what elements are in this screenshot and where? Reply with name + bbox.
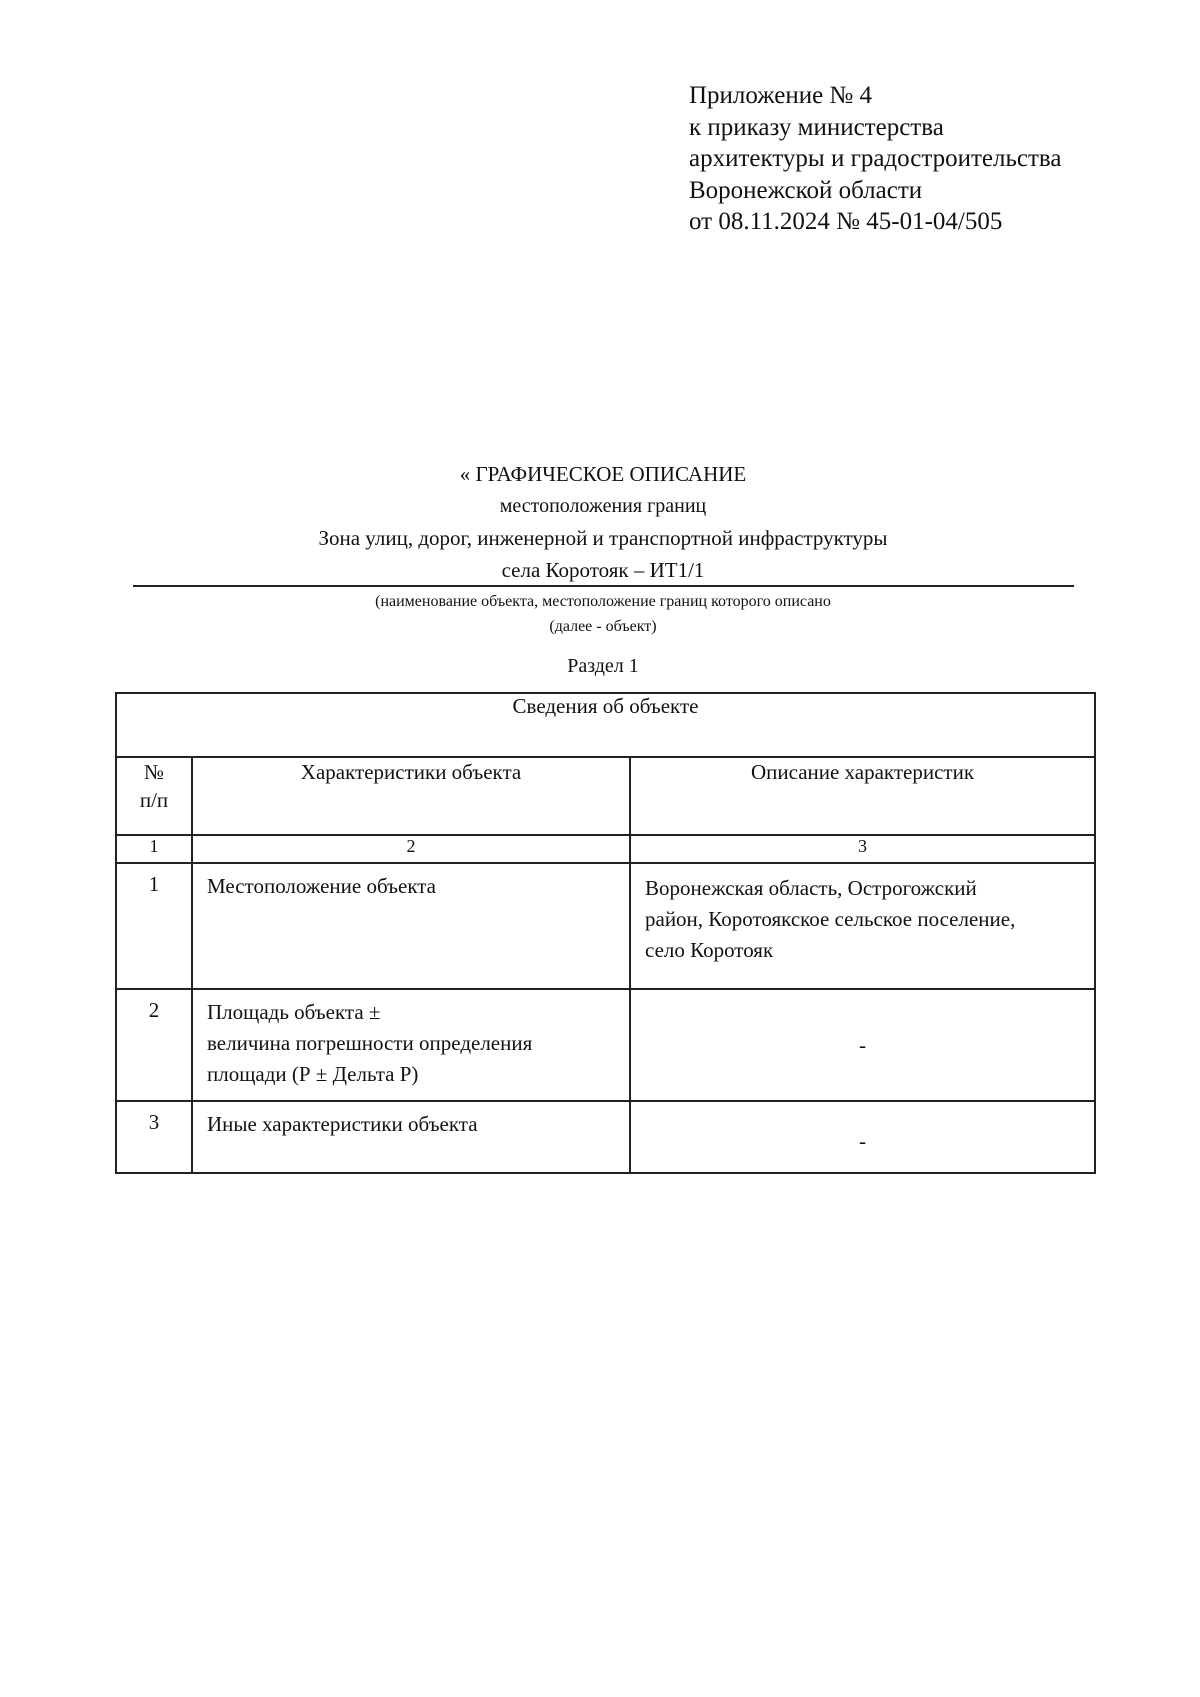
caption-line: (наименование объекта, местоположение границ которого описано (375, 593, 831, 610)
document-title (133, 458, 1073, 586)
row-description (630, 863, 1095, 989)
table-row (116, 1101, 1095, 1173)
description-line: район, Коротоякское сельское поселение, (645, 907, 1016, 931)
table-caption: Сведения об объекте (116, 693, 1095, 757)
characteristic-line: Иные характеристики объекта (207, 1112, 478, 1136)
column-number: 1 (116, 835, 192, 863)
table-caption-row (116, 693, 1095, 757)
object-name-line: села Коротояк – ИТ1/1 (501, 558, 705, 582)
description-line: село Коротояк (645, 938, 774, 962)
appendix-line: архитектуры и градостроительства (689, 145, 1062, 172)
table-header-row (116, 757, 1095, 835)
title-heading: « ГРАФИЧЕСКОЕ ОПИСАНИЕ (459, 462, 747, 486)
row-characteristic (192, 863, 630, 989)
characteristic-line: величина погрешности определения (207, 1031, 533, 1055)
row-description: - (630, 989, 1095, 1101)
characteristic-line: площади (Р ± Дельта Р) (207, 1062, 419, 1086)
appendix-header (689, 80, 1061, 238)
row-number: 1 (116, 863, 192, 989)
row-number: 3 (116, 1101, 192, 1173)
section-label: Раздел 1 (567, 655, 639, 677)
table-row (116, 989, 1095, 1101)
characteristic-line: Площадь объекта ± (207, 1000, 381, 1024)
title-subheading: местоположения границ (499, 495, 707, 517)
row-description: - (630, 1101, 1095, 1173)
object-name-line: Зона улиц, дорог, инженерной и транспортной инфраструктуры (318, 526, 888, 550)
row-characteristic (192, 1101, 630, 1173)
header-num-line: п/п (139, 788, 169, 812)
appendix-line: Приложение № 4 (689, 82, 873, 109)
description-line: Воронежская область, Острогожский (645, 876, 977, 900)
row-characteristic (192, 989, 630, 1101)
column-number: 2 (192, 835, 630, 863)
column-number: 3 (630, 835, 1095, 863)
object-info-table (115, 692, 1096, 1174)
caption-line: (далее - объект) (549, 618, 657, 635)
header-num-line: № (143, 760, 165, 784)
table-row (116, 863, 1095, 989)
header-num (116, 757, 192, 835)
column-number-row (116, 835, 1095, 863)
row-number: 2 (116, 989, 192, 1101)
characteristic-line: Местоположение объекта (207, 874, 437, 898)
header-characteristics: Характеристики объекта (192, 757, 630, 835)
object-name-caption (133, 589, 1073, 639)
appendix-line: от 08.11.2024 № 45-01-04/505 (689, 208, 1003, 235)
appendix-line: Воронежской области (689, 176, 923, 204)
appendix-line: к приказу министерства (689, 113, 944, 141)
header-description: Описание характеристик (630, 757, 1095, 835)
name-underline (133, 585, 1074, 587)
